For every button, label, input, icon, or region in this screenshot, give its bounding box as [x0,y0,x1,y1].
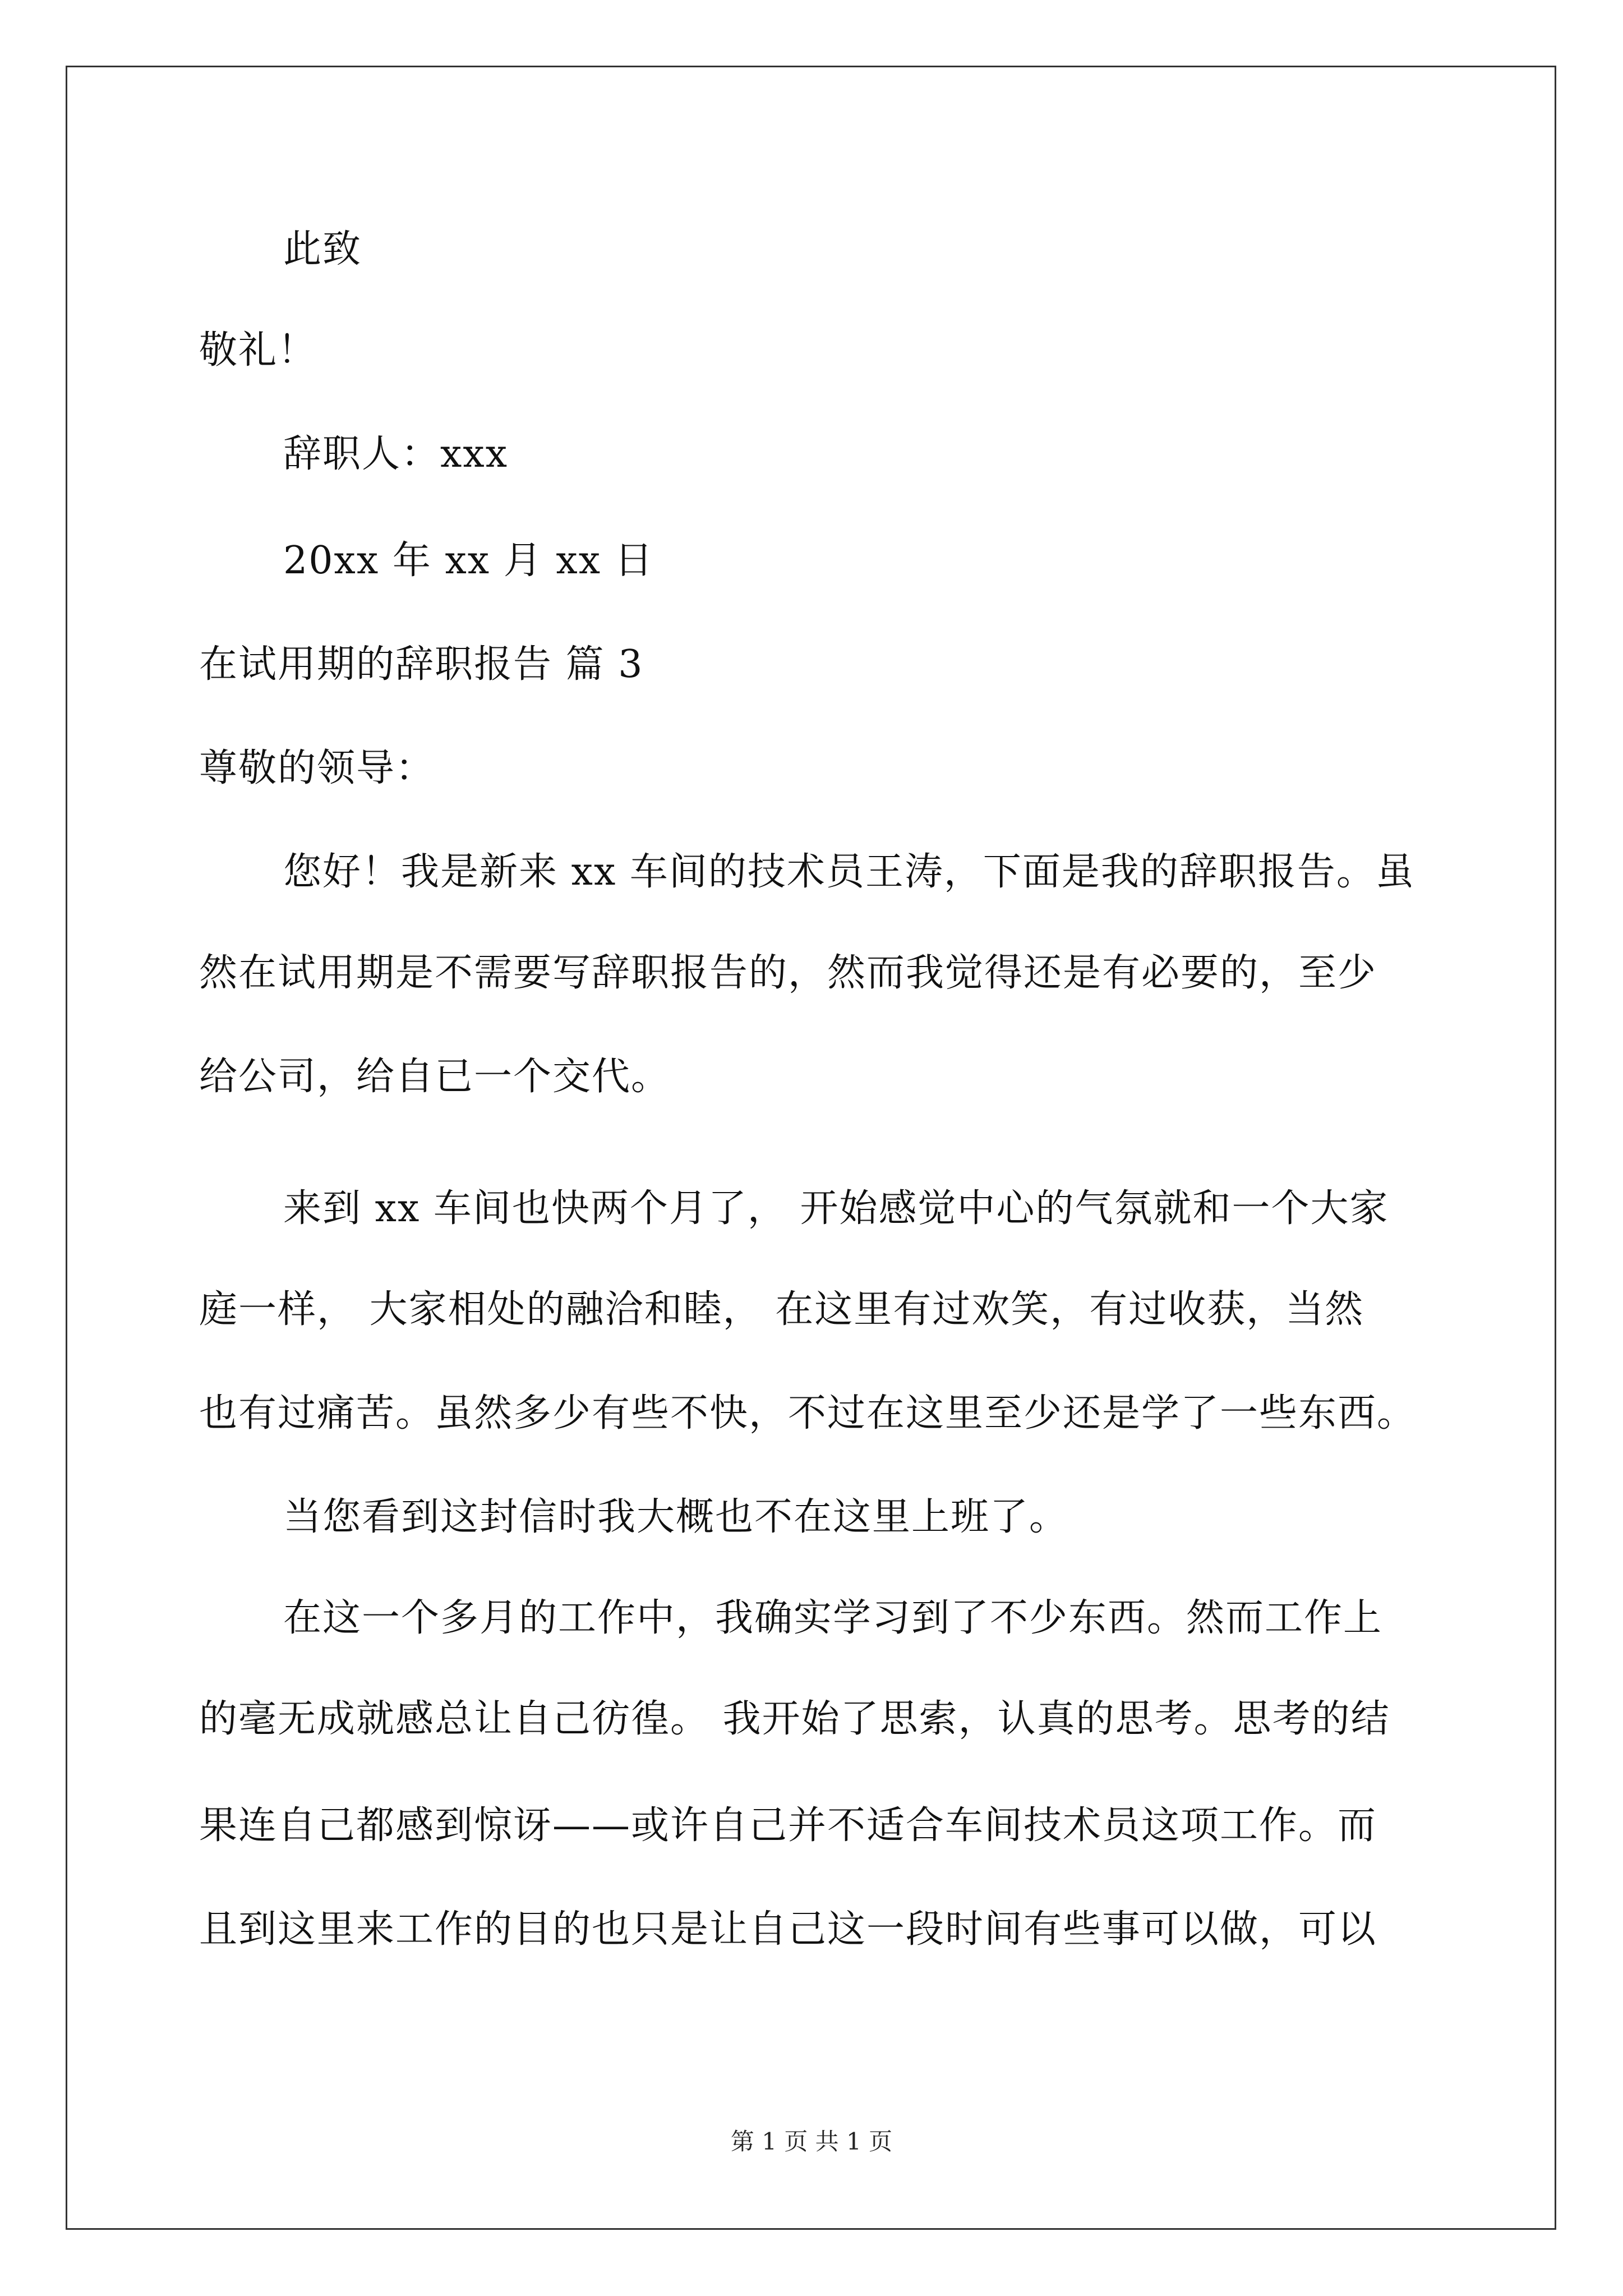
paragraph-line: 也有过痛苦。虽然多少有些不快，不过在这里至少还是学了一些东西。 [199,1391,1417,1435]
paragraph-line: 在这一个多月的工作中，我确实学习到了不少东西。然而工作上 [283,1596,1383,1640]
paragraph-line: 庭一样， 大家相处的融洽和睦， 在这里有过欢笑，有过收获，当然 [199,1287,1364,1332]
section-heading: 在试用期的辞职报告 篇 3 [199,642,644,687]
closing-salutation: 此致 [283,227,362,272]
paragraph-line: 且到这里来工作的目的也只是让自己这一段时间有些事可以做，可以 [199,1907,1377,1952]
greeting-line: 尊敬的领导： [199,746,435,790]
signature-line: 辞职人：xxx [283,432,509,476]
page-footer: 第 1 页 共 1 页 [730,2128,893,2155]
paragraph-line: 来到 xx 车间也快两个月了， 开始感觉中心的气氛就和一个大家 [283,1186,1389,1231]
date-line: 20xx 年 xx 月 xx 日 [283,539,654,583]
paragraph-line: 然在试用期是不需要写辞职报告的，然而我觉得还是有必要的，至少 [199,951,1377,995]
paragraph-line: 给公司，给自已一个交代。 [199,1055,671,1099]
closing-regards: 敬礼！ [199,328,317,372]
paragraph-line: 当您看到这封信时我大概也不在这里上班了。 [283,1495,1069,1539]
paragraph-line: 果连自己都感到惊讶——或许自己并不适合车间技术员这项工作。而 [199,1803,1377,1848]
paragraph-line: 您好！我是新来 xx 车间的技术员王涛，下面是我的辞职报告。虽 [283,850,1415,894]
paragraph-line: 的毫无成就感总让自己彷徨。 我开始了思索，认真的思考。思考的结 [199,1697,1390,1741]
